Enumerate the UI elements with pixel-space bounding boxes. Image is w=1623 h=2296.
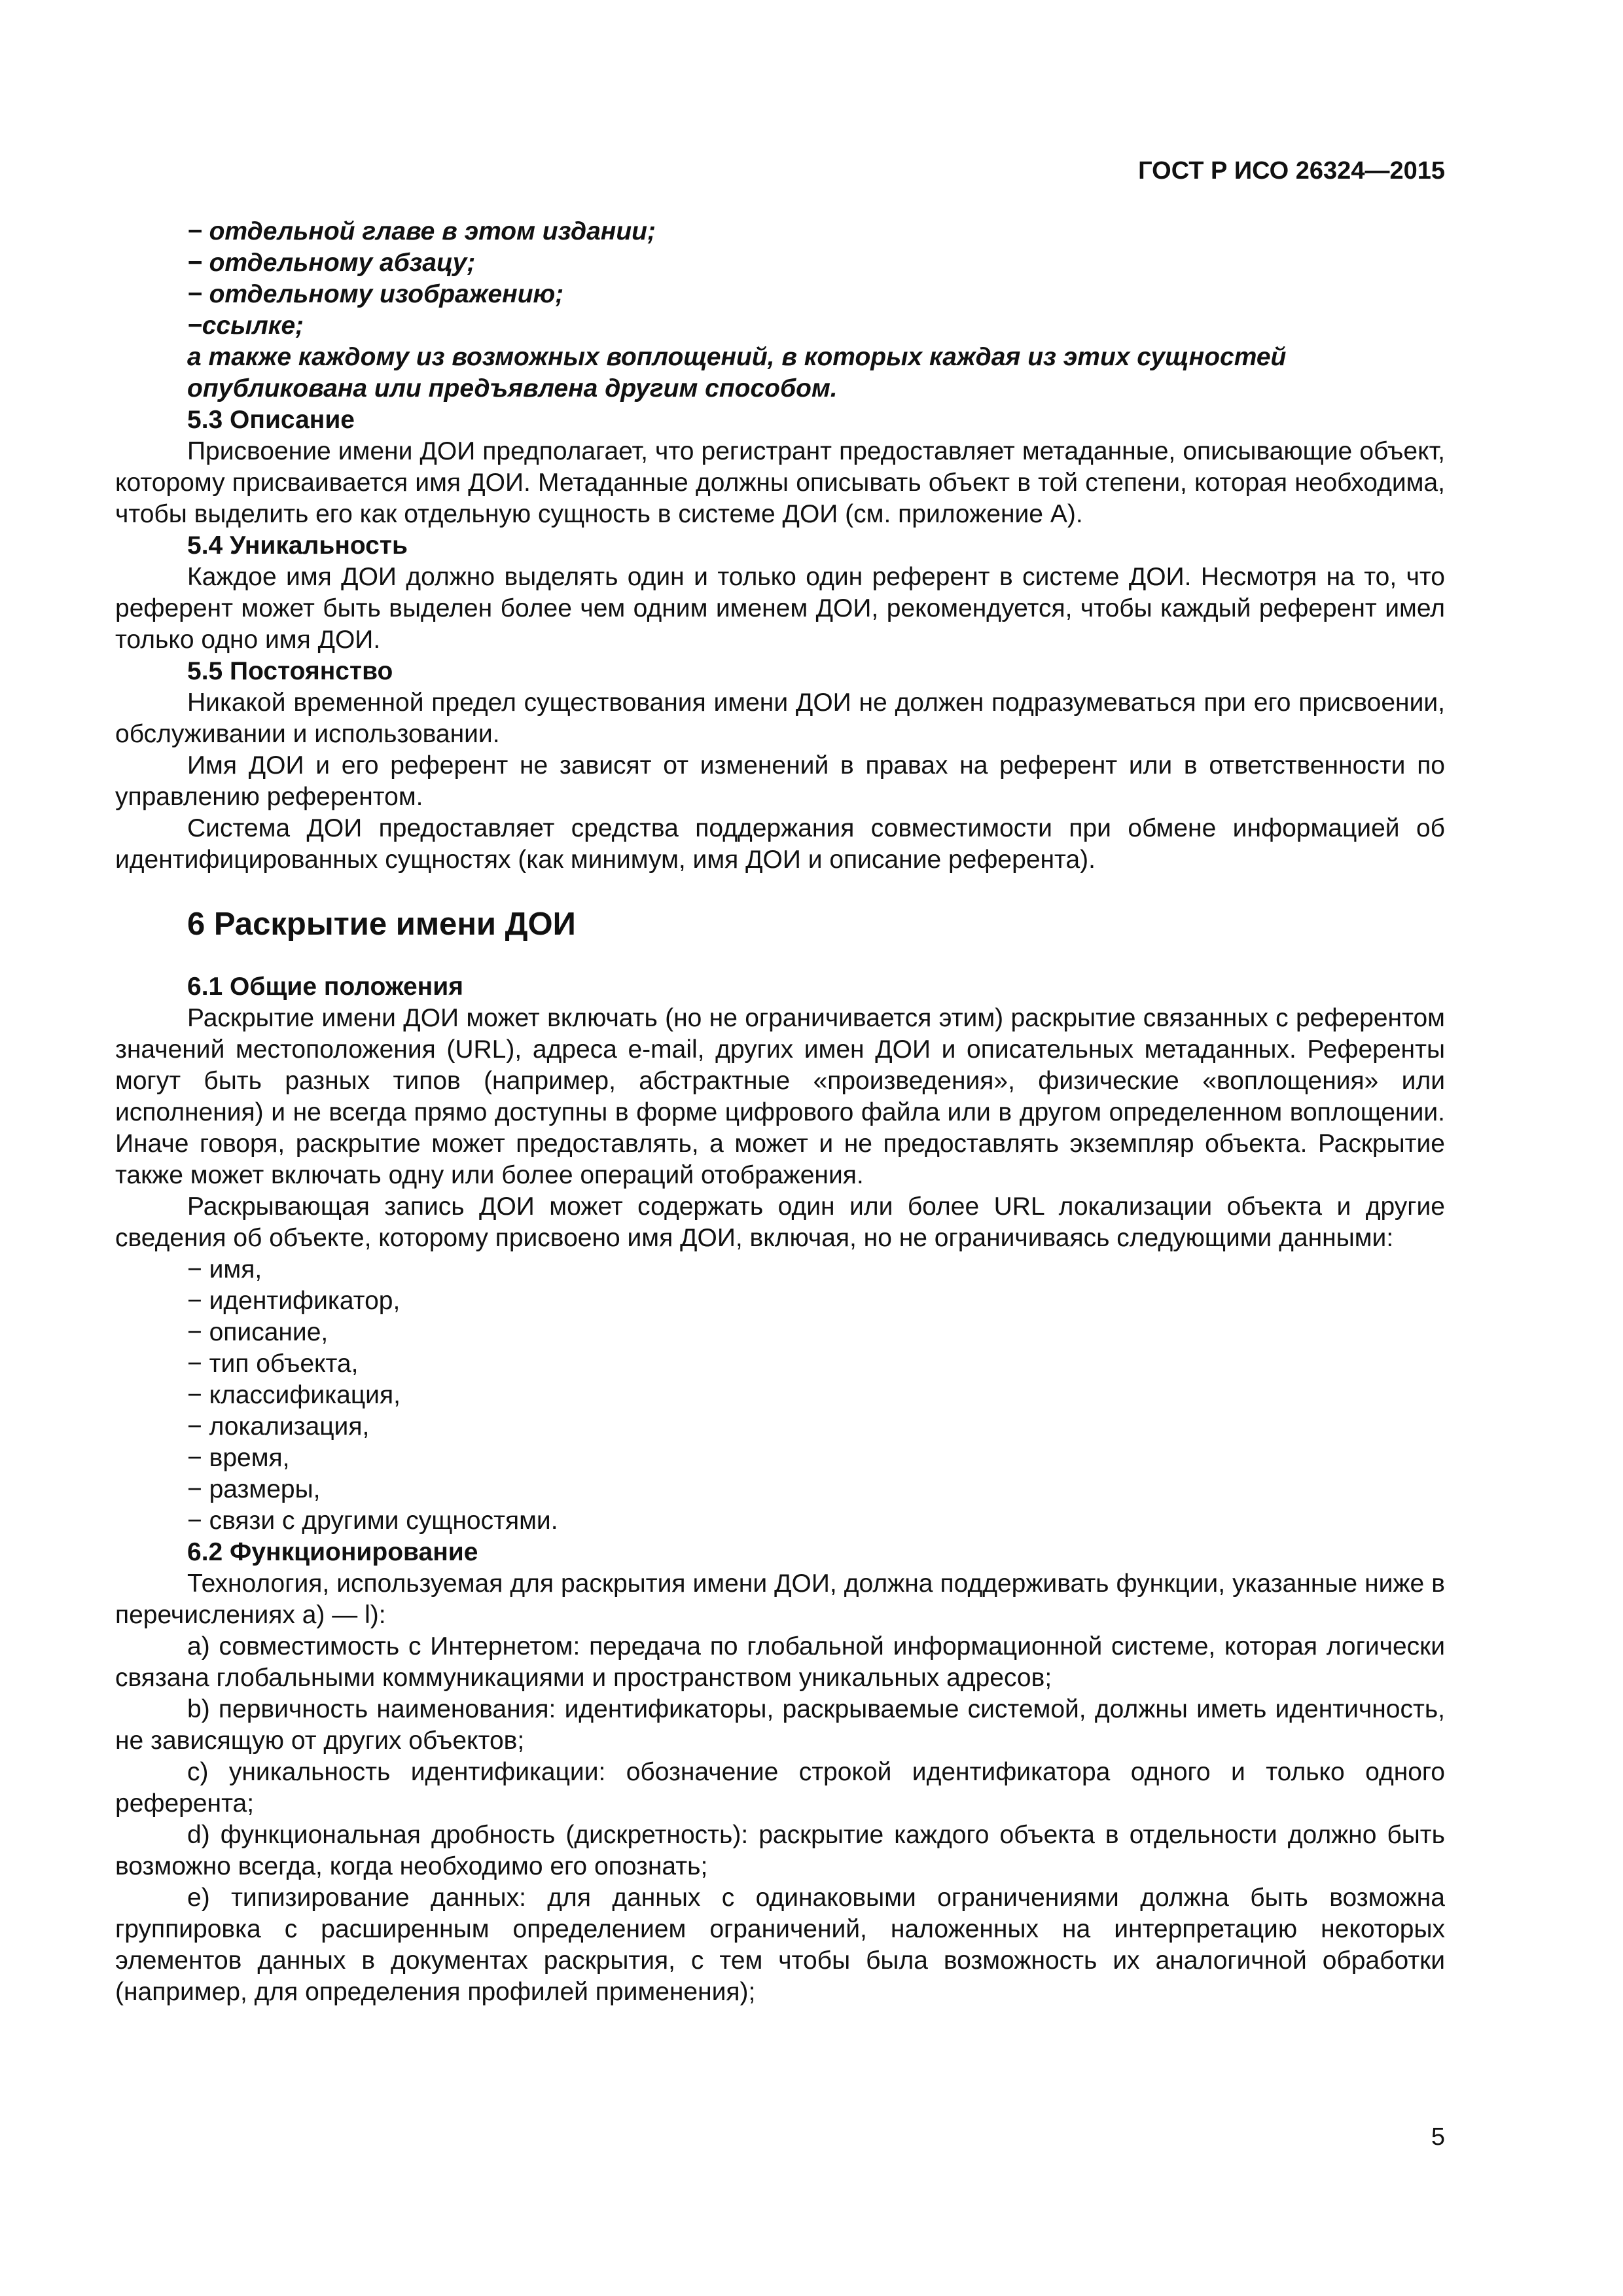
list-item: − имя,: [187, 1255, 262, 1283]
intro-list-item: а также каждому из возможных воплощений, в которых каждая из этих сущностей опубликована или предъявлена другим способом.: [187, 343, 1287, 403]
paragraph: Раскрытие имени ДОИ может включать (но не ограничивается этим) раскрытие связанных с референтом значений местоположения (URL), адреса e-mail, других имен ДОИ и описательных метаданных. Референты могут быть разных типов (например, абстрактные «произведения», физические «воплощения» или исполнения) и не всегда прямо доступны в форме цифрового файла или в другом определенном воплощении. Иначе говоря, раскрытие может предоставлять, а может и не предоставлять экземпляр объекта. Раскрытие также может включать одну или более операций отображения.: [115, 1004, 1445, 1189]
document-code-header: ГОСТ Р ИСО 26324—2015: [1138, 157, 1445, 185]
page-number: 5: [1431, 2123, 1445, 2151]
section-heading-6-1: 6.1 Общие положения: [187, 973, 463, 1001]
intro-list-item: −ссылке;: [187, 312, 304, 340]
paragraph: Система ДОИ предоставляет средства поддержания совместимости при обмене информацией об идентифицированных сущностях (как минимум, имя ДОИ и описание референта).: [115, 814, 1445, 874]
list-item: − время,: [187, 1444, 290, 1472]
paragraph: Каждое имя ДОИ должно выделять один и только один референт в системе ДОИ. Несмотря на то, что референт может быть выделен более чем одним именем ДОИ, рекомендуется, чтобы каждый референт имел только одно имя ДОИ.: [115, 563, 1445, 654]
list-item: − описание,: [187, 1318, 329, 1346]
paragraph: Присвоение имени ДОИ предполагает, что регистрант предоставляет метаданные, описывающие объект, которому присваивается имя ДОИ. Метаданные должны описывать объект в той степени, которая необходима, чтобы выделить его как отдельную сущность в системе ДОИ (см. приложение А).: [115, 437, 1445, 528]
intro-list-item: − отдельной главе в этом издании;: [187, 217, 656, 245]
paragraph: Раскрывающая запись ДОИ может содержать один или более URL локализации объекта и другие сведения об объекте, которому присвоено имя ДОИ, включая, но не ограничиваясь следующими данными:: [115, 1193, 1445, 1252]
section-heading-5-5: 5.5 Постоянство: [187, 657, 393, 685]
enumeration-item: а) совместимость с Интернетом: передача по глобальной информационной системе, которая логически связана глобальными коммуникациями и пространством уникальных адресов;: [115, 1632, 1445, 1692]
list-item: − связи с другими сущностями.: [187, 1507, 558, 1535]
list-item: − тип объекта,: [187, 1350, 359, 1378]
chapter-heading-6: 6 Раскрытие имени ДОИ: [187, 906, 576, 942]
enumeration-item: c) уникальность идентификации: обозначение строкой идентификатора одного и только одного референта;: [115, 1758, 1445, 1818]
list-item: − идентификатор,: [187, 1287, 401, 1315]
list-item: − классификация,: [187, 1381, 401, 1409]
enumeration-item: d) функциональная дробность (дискретность): раскрытие каждого объекта в отдельности должно быть возможно всегда, когда необходимо его опознать;: [115, 1821, 1445, 1880]
paragraph: Технология, используемая для раскрытия имени ДОИ, должна поддерживать функции, указанные ниже в перечислениях а) — l):: [115, 1570, 1445, 1629]
intro-list-item: − отдельному изображению;: [187, 280, 564, 308]
enumeration-item: e) типизирование данных: для данных с одинаковыми ограничениями должна быть возможна группировка с расширенным определением ограничений, наложенных на интерпретацию некоторых элементов данных в документах раскрытия, с тем чтобы была возможность их аналогичной обработки (например, для определения профилей применения);: [115, 1884, 1445, 2006]
enumeration-item: b) первичность наименования: идентификаторы, раскрываемые системой, должны иметь идентичность, не зависящую от других объектов;: [115, 1695, 1445, 1755]
list-item: − размеры,: [187, 1475, 321, 1503]
paragraph: Имя ДОИ и его референт не зависят от изменений в правах на референт или в ответственности по управлению референтом.: [115, 751, 1445, 811]
paragraph: Никакой временной предел существования имени ДОИ не должен подразумеваться при его присвоении, обслуживании и использовании.: [115, 689, 1445, 748]
section-heading-5-4: 5.4 Уникальность: [187, 531, 408, 560]
section-heading-6-2: 6.2 Функционирование: [187, 1538, 478, 1566]
section-heading-5-3: 5.3 Описание: [187, 406, 355, 434]
list-item: − локализация,: [187, 1412, 370, 1441]
page-content: [115, 216, 1445, 2008]
intro-list-item: − отдельному абзацу;: [187, 249, 476, 277]
